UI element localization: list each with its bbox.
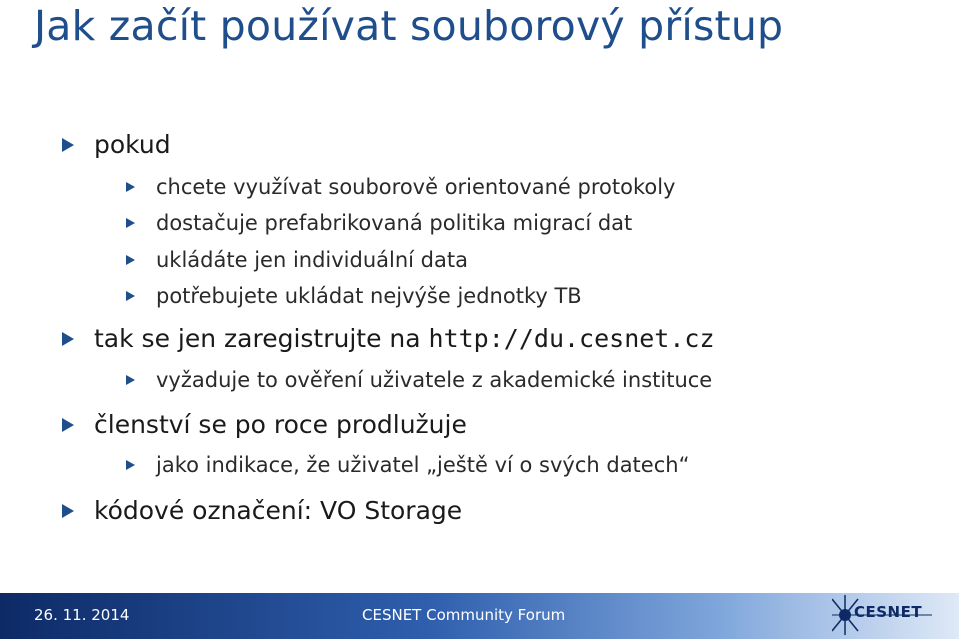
bullet-triangle-icon xyxy=(62,332,74,346)
sub-item-verification xyxy=(126,368,712,392)
list-item-text: vyžaduje to ověření uživatele z akademické instituce xyxy=(156,368,713,392)
sub-item-migration-policy xyxy=(126,211,632,235)
list-item-text: potřebujete ukládat nejvýše jednotky TB xyxy=(156,284,582,308)
list-item-register xyxy=(62,324,715,353)
list-item-text: jako indikace, že uživatel „ještě ví o svých datech“ xyxy=(156,453,690,477)
list-item-text: členství se po roce prodlužuje xyxy=(94,410,467,439)
bullet-triangle-icon xyxy=(126,375,135,385)
cesnet-logo-text: CESNET xyxy=(854,603,923,621)
list-item-pokud xyxy=(62,130,171,159)
footer-date: 26. 11. 2014 xyxy=(34,606,130,624)
bullet-triangle-icon xyxy=(126,460,135,470)
bullet-triangle-icon xyxy=(62,418,74,432)
list-item-text: pokud xyxy=(94,130,171,159)
bullet-triangle-icon xyxy=(126,255,135,265)
list-item-text: tak se jen zaregistrujte na xyxy=(94,324,429,353)
footer-bar xyxy=(0,593,959,639)
cesnet-logo xyxy=(832,595,942,635)
sub-item-capacity xyxy=(126,284,582,308)
sub-item-protocols xyxy=(126,175,675,199)
sub-item-indication xyxy=(126,453,689,477)
list-item-text: chcete využívat souborově orientované protokoly xyxy=(156,175,676,199)
footer-event-name: CESNET Community Forum xyxy=(362,606,566,624)
registration-link[interactable]: http://du.cesnet.cz xyxy=(428,324,715,353)
bullet-triangle-icon xyxy=(62,504,74,518)
sub-item-individual-data xyxy=(126,248,468,272)
list-item-text: kódové označení: VO Storage xyxy=(94,496,463,525)
list-item-text: ukládáte jen individuální data xyxy=(156,248,468,272)
bullet-triangle-icon xyxy=(126,182,135,192)
list-item-membership xyxy=(62,410,467,439)
list-item-text: dostačuje prefabrikovaná politika migrací dat xyxy=(156,211,633,235)
bullet-triangle-icon xyxy=(126,218,135,228)
bullet-triangle-icon xyxy=(62,138,74,152)
bullet-triangle-icon xyxy=(126,291,135,301)
slide-title: Jak začít používat souborový přístup xyxy=(34,2,784,50)
list-item-codename xyxy=(62,496,462,525)
